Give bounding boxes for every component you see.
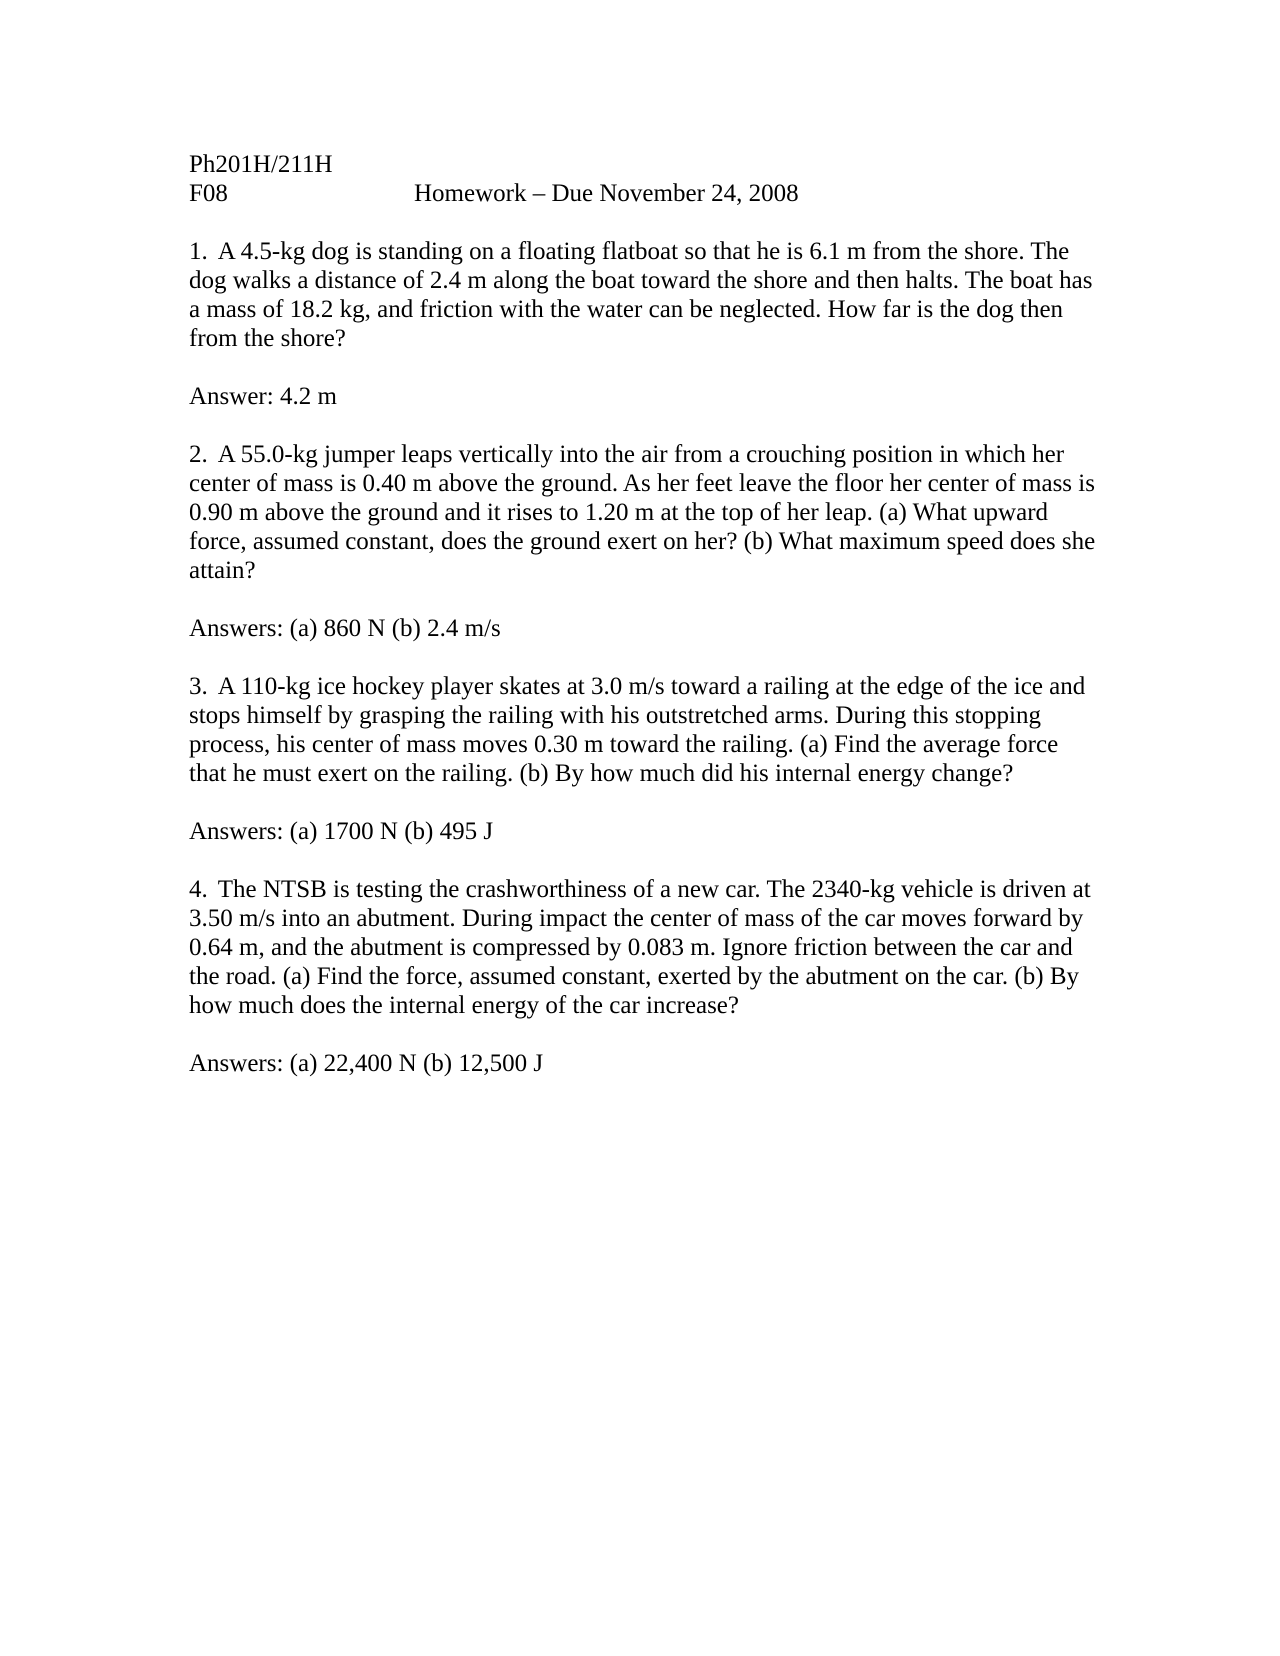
spacer (189, 788, 1099, 817)
answer-2: Answers: (a) 860 N (b) 2.4 m/s (189, 615, 501, 642)
answer-3: Answers: (a) 1700 N (b) 495 J (189, 818, 494, 845)
spacer (189, 1020, 1099, 1049)
problem-text: A 4.5-kg dog is standing on a floating flatboat so that he is 6.1 m from the shore. The dog walks a distance of 2.4 m along the boat toward the shore and then halts. The boat has a mass of 18.2 kg, and friction with the water can be neglected. How far is the dog then from the shore? (189, 238, 1093, 352)
spacer (189, 585, 1099, 614)
problem-number: 3. (189, 673, 208, 700)
spacer (189, 353, 1099, 382)
problem-text: The NTSB is testing the crashworthiness of a new car. The 2340-kg vehicle is driven at 3.50 m/s into an abutment. During impact the center of mass of the car moves forward by 0.64 m, and the abutment is compressed by 0.083 m. Ignore friction between the car and the road. (a) Find the force, assumed constant, exerted by the abutment on the car. (b) By how much does the internal energy of the car increase? (189, 876, 1091, 1019)
answer-1: Answer: 4.2 m (189, 383, 337, 410)
problem-4 (189, 875, 1099, 1020)
answer-4: Answers: (a) 22,400 N (b) 12,500 J (189, 1050, 544, 1077)
document-content (189, 150, 1099, 1078)
homework-title: Homework – Due November 24, 2008 (414, 180, 799, 207)
problem-text: A 55.0-kg jumper leaps vertically into the air from a crouching position in which her center of mass is 0.40 m above the ground. As her feet leave the floor her center of mass is 0.90 m above the ground and it rises to 1.20 m at the top of her leap. (a) What upward force, assumed constant, does the ground exert on her? (b) What maximum speed does she attain? (189, 441, 1096, 584)
spacer (189, 411, 1099, 440)
problem-2 (189, 440, 1099, 585)
problem-number: 4. (189, 876, 208, 903)
problem-number: 1. (189, 238, 208, 265)
course-line (189, 150, 1099, 179)
problem-3 (189, 672, 1099, 788)
course-code: Ph201H/211H (189, 151, 333, 178)
term-title-line (189, 179, 1099, 208)
spacer (189, 643, 1099, 672)
problem-text: A 110-kg ice hockey player skates at 3.0 m/s toward a railing at the edge of the ice and stops himself by grasping the railing with his outstretched arms. During this stopping process, his center of mass moves 0.30 m toward the railing. (a) Find the average force that he must exert on the railing. (b) By how much did his internal energy change? (189, 673, 1086, 787)
spacer (189, 846, 1099, 875)
spacer (189, 208, 1099, 237)
problem-number: 2. (189, 441, 208, 468)
term-label: F08 (189, 180, 228, 207)
problem-1 (189, 237, 1099, 353)
